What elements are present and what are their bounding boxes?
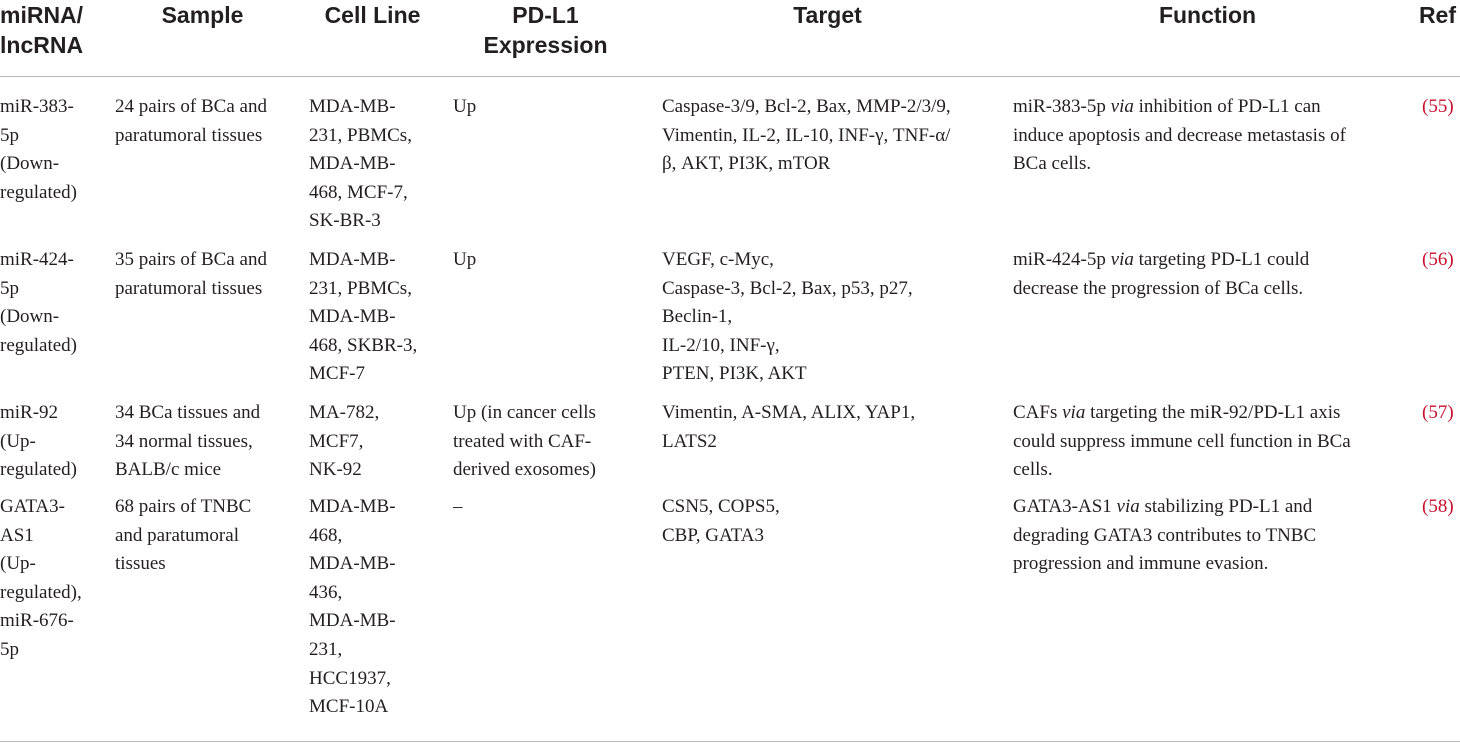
col-header-function: Function — [1158, 2, 1257, 28]
ref-paren: ( — [1422, 96, 1429, 117]
row-2-target: VEGF, c-Myc, Caspase-3, Bcl-2, Bax, p53, p27, Beclin-1, IL-2/10, INF-γ, PTEN, PI3K, AKT — [662, 249, 913, 385]
row-2-ref[interactable] — [1422, 246, 1454, 275]
table-bottom-divider — [0, 741, 1460, 742]
row-1-cell-line: MDA-MB- 231, PBMCs, MDA-MB- 468, MCF-7, SK-BR-3 — [309, 96, 412, 232]
row-1-sample: 24 pairs of BCa and paratumoral tissues — [115, 96, 267, 146]
row-4-mirna: GATA3- AS1 (Up- regulated), miR-676- 5p — [0, 496, 82, 660]
row-1-pdl1-expression: Up — [453, 96, 477, 117]
function-text: miR-424-5p — [1013, 249, 1111, 270]
ref-paren: ( — [1422, 249, 1429, 270]
function-text-italic: via — [1116, 496, 1140, 517]
row-3-ref[interactable] — [1422, 399, 1454, 428]
col-header-sample: Sample — [161, 2, 244, 28]
row-4-pdl1-expression: – — [453, 496, 463, 517]
row-4-sample: 68 pairs of TNBC and paratumoral tissues — [115, 496, 252, 575]
row-2-mirna: miR-424- 5p (Down- regulated) — [0, 249, 78, 356]
row-2-function — [1013, 246, 1309, 303]
row-2-sample: 35 pairs of BCa and paratumoral tissues — [115, 249, 267, 299]
row-2-pdl1-expression: Up — [453, 249, 477, 270]
ref-link[interactable]: 55 — [1428, 96, 1448, 117]
function-text: miR-383-5p — [1013, 96, 1111, 117]
row-1-target: Caspase-3/9, Bcl-2, Bax, MMP-2/3/9, Vimentin, IL-2, IL-10, INF-γ, TNF-α/ β, AKT, PI3K, mTOR — [662, 96, 951, 175]
row-1-ref[interactable] — [1422, 93, 1454, 122]
col-header-ref: Ref — [1418, 2, 1456, 28]
row-3-cell-line: MA-782, MCF7, NK-92 — [309, 402, 380, 481]
row-3-sample: 34 BCa tissues and 34 normal tissues, BALB/c mice — [115, 402, 261, 481]
row-1-function — [1013, 93, 1346, 179]
function-text: targeting PD-L1 could decrease the progression of BCa cells. — [1013, 249, 1310, 299]
col-header-mirna: miRNA/ lncRNA — [0, 2, 84, 58]
function-text-italic: via — [1110, 249, 1134, 270]
ref-paren: ( — [1422, 496, 1429, 517]
function-text-italic: via — [1110, 96, 1134, 117]
col-header-pdl1-expression: PD-L1 Expression — [483, 2, 608, 58]
row-2-cell-line: MDA-MB- 231, PBMCs, MDA-MB- 468, SKBR-3, MCF-7 — [309, 249, 418, 385]
row-3-mirna: miR-92 (Up- regulated) — [0, 402, 78, 481]
function-text: targeting the miR-92/PD-L1 axis could suppress immune cell function in BCa cells. — [1013, 402, 1351, 481]
row-3-function — [1013, 399, 1351, 485]
function-text: CAFs — [1013, 402, 1063, 423]
ref-paren: ) — [1447, 249, 1454, 270]
row-4-ref[interactable] — [1422, 493, 1454, 522]
ref-link[interactable]: 56 — [1428, 249, 1448, 270]
row-4-cell-line: MDA-MB- 468, MDA-MB- 436, MDA-MB- 231, HCC1937, MCF-10A — [309, 496, 396, 718]
function-text: inhibition of PD-L1 can induce apoptosis and decrease metastasis of BCa cells. — [1013, 96, 1346, 175]
ref-paren: ) — [1447, 496, 1454, 517]
ref-link[interactable]: 58 — [1428, 496, 1448, 517]
row-1-mirna: miR-383- 5p (Down- regulated) — [0, 96, 78, 203]
row-4-function — [1013, 493, 1316, 579]
ref-paren: ) — [1447, 402, 1454, 423]
ref-paren: ) — [1447, 96, 1454, 117]
function-text-italic: via — [1062, 402, 1086, 423]
col-header-cell-line: Cell Line — [324, 2, 421, 28]
function-text: stabilizing PD-L1 and degrading GATA3 contributes to TNBC progression and immune evasion. — [1013, 496, 1317, 575]
ref-link[interactable]: 57 — [1428, 402, 1448, 423]
row-3-pdl1-expression: Up (in cancer cells treated with CAF- derived exosomes) — [453, 402, 596, 481]
function-text: GATA3-AS1 — [1013, 496, 1117, 517]
ref-paren: ( — [1422, 402, 1429, 423]
row-3-target: Vimentin, A-SMA, ALIX, YAP1, LATS2 — [662, 402, 916, 452]
header-divider — [0, 76, 1460, 77]
col-header-target: Target — [793, 2, 862, 28]
row-4-target: CSN5, COPS5, CBP, GATA3 — [662, 496, 780, 546]
